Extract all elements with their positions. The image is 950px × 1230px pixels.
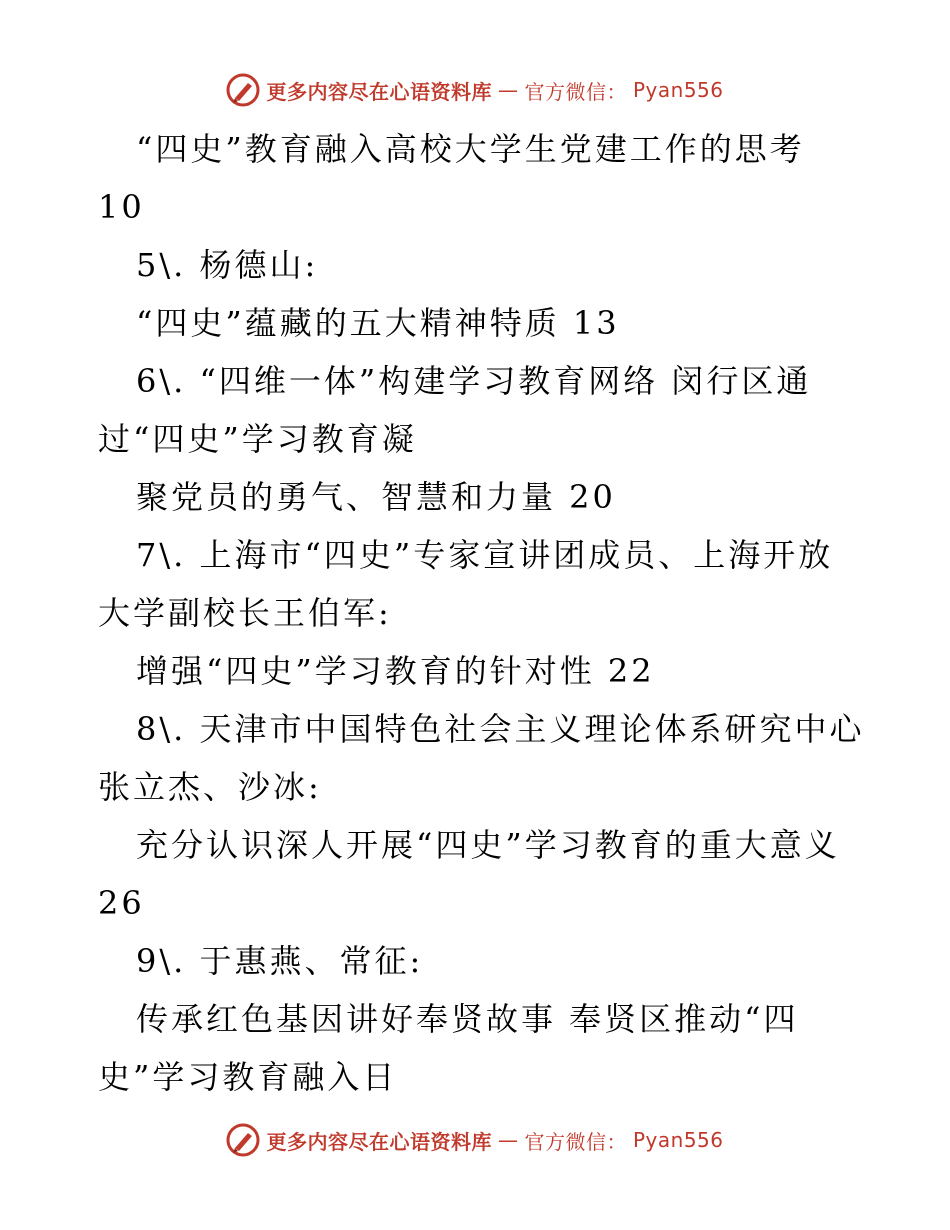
toc-line-13: 充分认识深人开展“四史”学习教育的重大意义 (136, 826, 840, 864)
banner-brand-text: 更多内容尽在心语资料库 (266, 1129, 492, 1154)
toc-line-15: 9\. 于惠燕、常征: (136, 942, 424, 980)
toc-line-16: 传承红色基因讲好奉贤故事 奉贤区推动“四 (136, 1000, 799, 1038)
toc-line-11: 8\. 天津市中国特色社会主义理论体系研究中心 (136, 710, 865, 748)
banner-wechat-label: 官方微信： (524, 79, 627, 104)
toc-line-2: 10 (98, 188, 145, 226)
toc-line-17: 史”学习教育融入日 (98, 1058, 398, 1096)
banner-brand-text: 更多内容尽在心语资料库 (266, 79, 492, 104)
pen-logo-icon (226, 1123, 260, 1157)
header-banner (0, 70, 950, 110)
document-body (98, 120, 865, 1106)
toc-line-9: 大学副校长王伯军: (98, 594, 392, 632)
banner-dash: — (497, 1128, 519, 1152)
banner-wechat-account: Pyan556 (632, 1128, 724, 1152)
toc-line-1: “四史”教育融入高校大学生党建工作的思考 (136, 130, 805, 168)
toc-line-5: 6\. “四维一体”构建学习教育网络 闵行区通 (136, 362, 812, 400)
toc-line-8: 7\. 上海市“四史”专家宣讲团成员、上海开放 (136, 536, 834, 574)
toc-line-4: “四史”蕴藏的五大精神特质 13 (136, 304, 620, 342)
footer-banner (0, 1120, 950, 1160)
toc-line-14: 26 (98, 884, 145, 922)
toc-line-3: 5\. 杨德山: (136, 246, 319, 284)
pen-logo-icon (226, 73, 260, 107)
toc-line-6: 过“四史”学习教育凝 (98, 420, 417, 458)
toc-line-12: 张立杰、沙冰: (98, 768, 322, 806)
toc-line-10: 增强“四史”学习教育的针对性 22 (136, 652, 655, 690)
toc-line-7: 聚党员的勇气、智慧和力量 20 (136, 478, 616, 516)
banner-wechat-label: 官方微信： (524, 1129, 627, 1154)
banner-dash: — (497, 78, 519, 102)
banner-wechat-account: Pyan556 (632, 78, 724, 102)
